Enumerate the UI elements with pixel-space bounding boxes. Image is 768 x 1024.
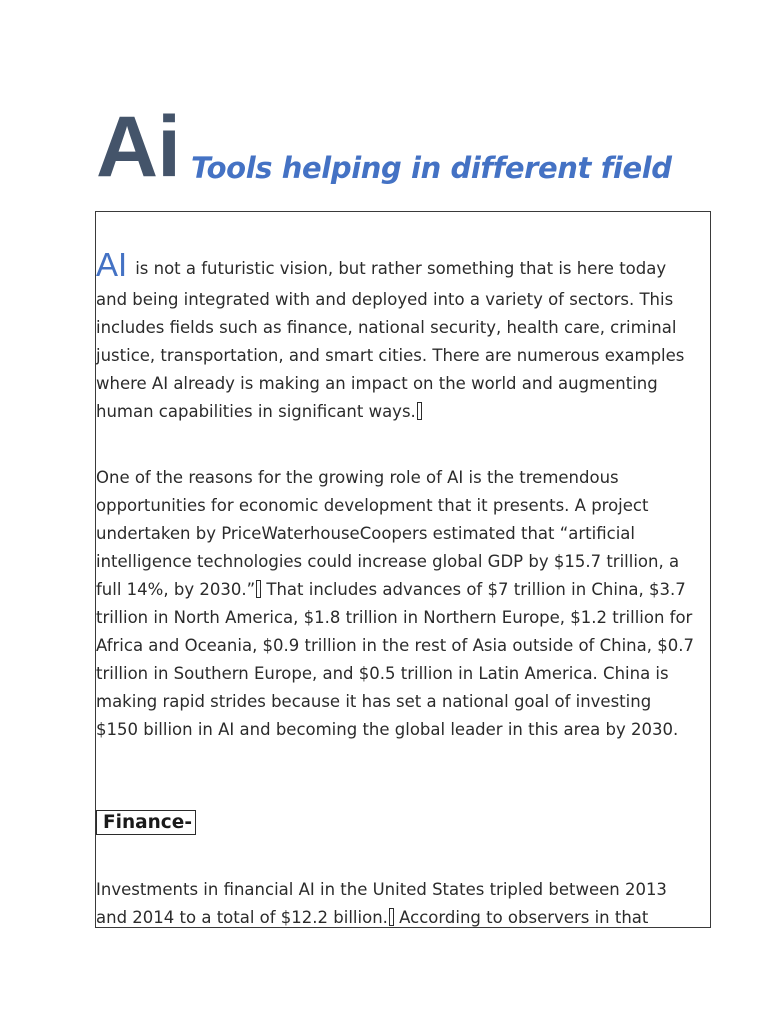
paragraph-line: Investments in financial AI in the United States tripled between 2013 bbox=[96, 880, 667, 899]
footnote-marker[interactable] bbox=[256, 580, 261, 598]
paragraph-line: making rapid strides because it has set a national goal of investing bbox=[96, 692, 652, 711]
paragraph-line: includes fields such as finance, national security, health care, criminal bbox=[96, 318, 677, 337]
content-frame bbox=[95, 211, 711, 928]
finance-paragraph bbox=[96, 876, 711, 928]
drop-word: AI bbox=[96, 246, 128, 283]
paragraph-line: opportunities for economic development that it presents. A project bbox=[96, 496, 649, 515]
section-heading-finance: Finance- bbox=[96, 810, 196, 835]
paragraph-line: trillion in Southern Europe, and $0.5 trillion in Latin America. China is bbox=[96, 664, 669, 683]
paragraph-line: and 2014 to a total of $12.2 billion. According to observers in that bbox=[96, 908, 649, 927]
paragraph-line: human capabilities in significant ways. bbox=[96, 398, 711, 426]
paragraph-line: and being integrated with and deployed into a variety of sectors. This bbox=[96, 290, 674, 309]
paragraph-line: Africa and Oceania, $0.9 trillion in the rest of Asia outside of China, $0.7 bbox=[96, 636, 694, 655]
paragraph-line: $150 billion in AI and becoming the global leader in this area by 2030. bbox=[96, 720, 679, 739]
footnote-marker[interactable] bbox=[389, 908, 394, 926]
paragraph-line: intelligence technologies could increase global GDP by $15.7 trillion, a bbox=[96, 552, 680, 571]
paragraph-line: full 14%, by 2030.” That includes advances of $7 trillion in China, $3.7 bbox=[96, 580, 686, 599]
paragraph-line: AI is not a futuristic vision, but rather something that is here today bbox=[96, 246, 667, 283]
title-subtitle: Tools helping in different field bbox=[191, 151, 672, 185]
paragraph-line: One of the reasons for the growing role of AI is the tremendous bbox=[96, 468, 619, 487]
footnote-marker[interactable] bbox=[417, 402, 422, 420]
document-title bbox=[96, 99, 716, 196]
paragraph-line: undertaken by PriceWaterhouseCoopers estimated that “artificial bbox=[96, 524, 635, 543]
intro-paragraph bbox=[96, 244, 711, 426]
economy-paragraph bbox=[96, 464, 711, 744]
paragraph-line: trillion in North America, $1.8 trillion in Northern Europe, $1.2 trillion for bbox=[96, 608, 693, 627]
paragraph-line: where AI already is making an impact on the world and augmenting bbox=[96, 374, 658, 393]
title-main: Ai bbox=[96, 99, 180, 195]
paragraph-line: justice, transportation, and smart cities. There are numerous examples bbox=[96, 346, 685, 365]
